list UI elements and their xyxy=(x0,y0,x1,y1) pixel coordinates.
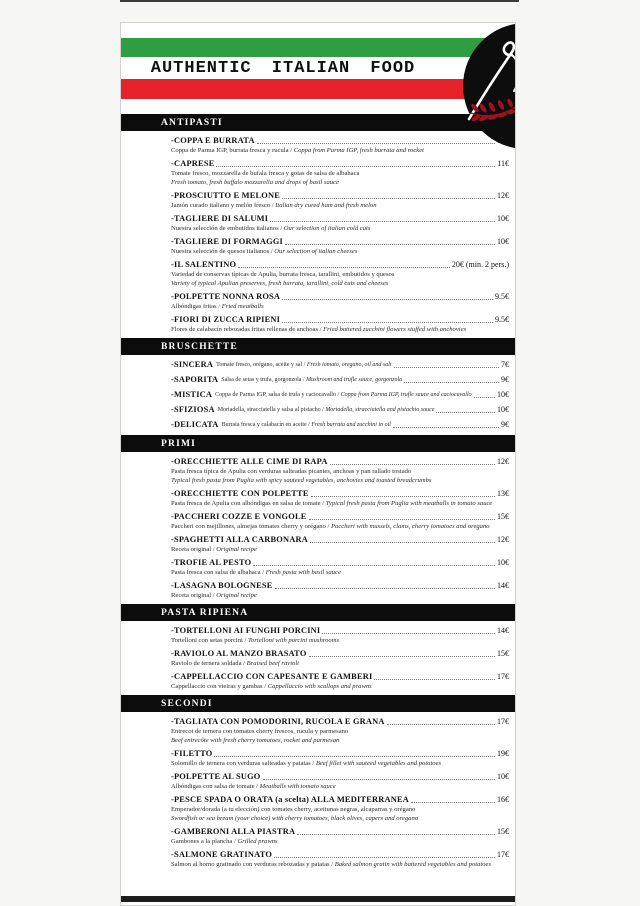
item-title-row xyxy=(171,512,509,522)
item-title-row xyxy=(171,749,509,759)
item-price: 10€ xyxy=(497,390,509,399)
item-title-row xyxy=(171,850,509,860)
item-price: 12€ xyxy=(497,457,509,466)
dotted-leader xyxy=(374,679,495,680)
item-description-en: Beef fillet with sauteed vegetables and potatoes xyxy=(315,760,442,767)
item-name: -TAGLIATA CON POMODORINI, RUCOLA E GRANA xyxy=(171,717,385,726)
item-price: 10€ xyxy=(497,237,509,246)
item-description xyxy=(218,405,435,415)
item-description-es: Jamón curado italiano y melón fresco / xyxy=(171,202,276,209)
item-price: 9.5€ xyxy=(495,292,509,301)
item-name: -POLPETTE NONNA ROSA xyxy=(171,292,281,301)
item-description-en: Paccheri with mussels, clams, cherry tomatoes and oregano xyxy=(331,523,490,530)
menu-item xyxy=(171,772,509,791)
menu-item xyxy=(171,558,509,577)
item-description-en: Original recipe xyxy=(216,592,257,599)
item-name: -SFIZIOSA xyxy=(171,405,215,414)
item-price: 14€ xyxy=(497,581,509,590)
item-description-en: Mushroom and trufle sauce, gorgonzola xyxy=(306,377,403,383)
item-description-en: Cappellaccio with scallops and prawns xyxy=(267,683,372,690)
dotted-leader xyxy=(330,464,495,465)
item-description xyxy=(171,782,509,791)
dotted-leader xyxy=(311,496,495,497)
dotted-leader xyxy=(282,198,495,199)
menu-item xyxy=(171,795,509,823)
item-description xyxy=(171,146,509,155)
menu-item xyxy=(171,214,509,233)
flag-stripe-red xyxy=(121,79,515,99)
item-price: 20€ (min. 2 pers.) xyxy=(451,260,509,269)
menu-item xyxy=(171,360,509,370)
item-description xyxy=(171,759,509,768)
section-items xyxy=(121,457,515,600)
item-description-en: Fresh tomato, oregano, oil and salt xyxy=(306,362,392,368)
menu-section xyxy=(121,114,515,334)
header-bottom-gap xyxy=(121,99,515,114)
item-description-es: Pasta fresca típica de Apulia con verduras salteadas picantes, anchoas y pan rallado tostado xyxy=(171,468,412,475)
menu-item xyxy=(171,159,509,187)
item-description-es: Coppa de Parma IGP, salsa de trufa y caciocavallo / xyxy=(215,392,341,398)
item-description xyxy=(171,682,509,691)
item-name: -ORECCHIETTE ALLE CIME DI RAPA xyxy=(171,457,328,466)
item-description-en: Meatballs with tomato sauce xyxy=(259,783,336,790)
item-description-en: Variety of typical Apulian preserves, fresh burrata, tarallini, cold cuts and cheeses xyxy=(171,280,389,287)
item-description-en: Fried battered zucchini flowers stuffed with anchovies xyxy=(323,326,467,333)
item-name: -COPPA E BURRATA xyxy=(171,136,255,145)
item-price: 9€ xyxy=(501,420,509,429)
item-description-en: Our selection of italian cheeses xyxy=(274,248,358,255)
item-description-en: Swordfish or sea bream (your choice) with cherry tomatoes, black olives, capers and oregano xyxy=(171,815,419,822)
item-name: -IL SALENTINO xyxy=(171,260,237,269)
item-price: 17€ xyxy=(497,717,509,726)
item-description-es: Entrecot de ternera con tomates cherry frescos, rucula y parmesano xyxy=(171,728,349,735)
section-bar xyxy=(121,338,515,355)
item-price: 9€ xyxy=(501,375,509,384)
dotted-leader xyxy=(411,802,495,803)
dotted-leader xyxy=(282,322,493,323)
item-description-es: Coppa de Parma IGP, burrata fresca y rucula / xyxy=(171,147,294,154)
item-name: -CAPRESE xyxy=(171,159,215,168)
dotted-leader xyxy=(253,565,495,566)
item-description-en: Our selection of italian cold cuts xyxy=(283,225,371,232)
item-title-row xyxy=(171,237,509,247)
item-description-es: Salmon al horno gratinado con verduras rebozadas y patatas / xyxy=(171,861,335,868)
item-name: -PROSCIUTTO E MELONE xyxy=(171,191,281,200)
item-name: -ORECCHIETTE CON POLPETTE xyxy=(171,489,309,498)
item-description-en: Grilled prawns xyxy=(237,838,278,845)
item-description xyxy=(216,360,391,370)
item-price: 10€ xyxy=(497,214,509,223)
dotted-leader xyxy=(285,244,495,245)
item-title-row xyxy=(171,795,509,805)
item-description-es: Nuestra selección de quesos italianos / xyxy=(171,248,275,255)
dotted-leader xyxy=(404,382,499,383)
item-description-es: Pasta fresca de Apulia con albóndigas en salsa de tomate / xyxy=(171,500,326,507)
item-name: -PACCHERI COZZE E VONGOLE xyxy=(171,512,307,521)
item-name: -FIORI DI ZUCCA RIPIENI xyxy=(171,315,281,324)
item-description xyxy=(171,860,509,869)
item-description-en: Fresh pasta with basil sauce xyxy=(265,569,341,576)
item-price: 10€ xyxy=(497,405,509,414)
item-name: -DELICATA xyxy=(171,420,219,429)
item-price: 9.5€ xyxy=(495,315,509,324)
item-description-en: Mortadella, stracciatella and pistachio sauce xyxy=(325,407,435,413)
item-description xyxy=(171,736,509,745)
dotted-leader xyxy=(216,166,495,167)
item-description-en: Coppa from Parma IGP, fresh burrata and rocket xyxy=(293,147,424,154)
dotted-leader xyxy=(309,656,495,657)
item-name: -LASAGNA BOLOGNESE xyxy=(171,581,273,590)
flag-stripe-green xyxy=(121,38,515,57)
item-description xyxy=(171,302,509,311)
item-description-es: Pasta fresca con salsa de albahaca / xyxy=(171,569,266,576)
item-title-row xyxy=(171,315,509,325)
laurel-icon xyxy=(469,93,516,121)
dotted-leader xyxy=(238,267,450,268)
item-price: 15€ xyxy=(497,827,509,836)
item-title-row xyxy=(171,159,509,169)
menu-item xyxy=(171,489,509,508)
item-description xyxy=(171,467,509,476)
item-description-en: Typical fresh pasta from Puglia with meatballs in tomato sauce xyxy=(325,500,493,507)
menu-item xyxy=(171,237,509,256)
menu-item xyxy=(171,405,509,415)
dotted-leader xyxy=(322,633,495,634)
item-price: 16€ xyxy=(497,795,509,804)
menu-section xyxy=(121,338,515,430)
menu-item xyxy=(171,626,509,645)
dotted-leader xyxy=(214,756,495,757)
item-description xyxy=(221,375,402,385)
item-description-es: Emperador/dorada (a tu elección) con tomates cherry, aceitunas negras, alcaparras y orégano xyxy=(171,806,416,813)
section-bar xyxy=(121,114,515,131)
menu-item xyxy=(171,191,509,210)
item-description-es: Albóndigas con salsa de tomate / xyxy=(171,783,260,790)
item-title-row xyxy=(171,214,509,224)
item-title-row xyxy=(171,672,509,682)
item-description-en: Beef entrecôte with fresh cherry tomatoes, rocket and parmesan xyxy=(171,737,340,744)
item-price: 15€ xyxy=(497,649,509,658)
item-description-en: Fresh tomato, fresh buffalo mozzarella and drops of basil sauce xyxy=(171,179,339,186)
item-description-es: Tortelloni con setas porcini / xyxy=(171,637,248,644)
dotted-leader xyxy=(309,519,495,520)
item-title-row xyxy=(171,535,509,545)
dotted-leader xyxy=(297,834,495,835)
menu-section xyxy=(121,604,515,691)
item-description-en: Fried meatballs xyxy=(221,303,264,310)
item-price: 12€ xyxy=(497,191,509,200)
menu-section xyxy=(121,435,515,600)
menu-item xyxy=(171,749,509,768)
item-name: -SALMONE GRATINATO xyxy=(171,850,273,859)
menu-item xyxy=(171,672,509,691)
section-items xyxy=(121,360,515,430)
menu-item xyxy=(171,850,509,869)
section-title: BRUSCHETTE xyxy=(161,341,238,352)
section-items xyxy=(121,136,515,334)
dotted-leader xyxy=(257,143,495,144)
item-price: 14€ xyxy=(497,626,509,635)
dotted-leader xyxy=(394,367,499,368)
menu-item xyxy=(171,260,509,288)
item-description-es: Salsa de setas y trufa, gorgonzola / xyxy=(221,377,307,383)
item-description xyxy=(171,727,509,736)
item-description xyxy=(171,814,509,823)
item-description-es: Receta original / xyxy=(171,592,217,599)
item-name: -FILETTO xyxy=(171,749,213,758)
menu-item xyxy=(171,420,509,430)
menu-item xyxy=(171,827,509,846)
item-price: 7€ xyxy=(501,360,509,369)
item-name: -MISTICA xyxy=(171,390,213,399)
item-name: -TORTELLONI AI FUNGHI PORCINI xyxy=(171,626,321,635)
item-price: 12€ xyxy=(497,535,509,544)
item-price: 17€ xyxy=(497,672,509,681)
dotted-leader xyxy=(270,221,495,222)
menu-item xyxy=(171,292,509,311)
item-title-row xyxy=(171,581,509,591)
item-title-row xyxy=(171,626,509,636)
item-description xyxy=(171,279,509,288)
menu-item xyxy=(171,535,509,554)
item-description-es: Nuestra selección de embutidos italianos / xyxy=(171,225,284,232)
dotted-leader xyxy=(393,427,499,428)
section-title: SECONDI xyxy=(161,698,213,709)
item-description-en: Baked salmon gratin with battered vegetables and potatoes xyxy=(334,861,492,868)
bottom-bar xyxy=(121,896,515,902)
item-description-es: Flores de calabacín rebozadas fritas rellenas de anchoas / xyxy=(171,326,324,333)
menu-item xyxy=(171,375,509,385)
item-description xyxy=(171,169,509,178)
item-description-es: Mortadella, stracciatella y salsa al pistacho / xyxy=(217,407,326,413)
item-description-es: Burrata fresca y calabacín en aceite / xyxy=(221,422,312,428)
menu-sections xyxy=(121,114,515,869)
item-description-es: Tomate fresco, mozzarella de bufala fresca y gotas de salsa de albahaca xyxy=(171,170,360,177)
section-bar xyxy=(121,435,515,452)
section-title: PASTA RIPIENA xyxy=(161,607,249,618)
item-description xyxy=(171,247,509,256)
dotted-leader xyxy=(310,542,495,543)
dotted-leader xyxy=(282,299,493,300)
section-title: PRIMI xyxy=(161,438,197,449)
item-name: -GAMBERONI ALLA PIASTRA xyxy=(171,827,296,836)
item-title-row xyxy=(171,457,509,467)
item-title-row xyxy=(171,717,509,727)
dotted-leader xyxy=(274,857,495,858)
item-description-en: Original recipe xyxy=(216,546,257,553)
section-title: ANTIPASTI xyxy=(161,117,223,128)
item-description xyxy=(222,420,391,430)
item-name: -POLPETTE AL SUGO xyxy=(171,772,261,781)
menu-item xyxy=(171,315,509,334)
item-name: -TAGLIERE DI SALUMI xyxy=(171,214,269,223)
item-name: -SINCERA xyxy=(171,360,214,369)
menu-item xyxy=(171,136,509,155)
section-bar xyxy=(121,695,515,712)
item-description xyxy=(171,545,509,554)
item-price: 10€ xyxy=(497,558,509,567)
dotted-leader xyxy=(474,397,495,398)
item-description-en: Braised beef ravioli xyxy=(246,660,299,667)
item-description-en: Tortelloni with porcini mushrooms xyxy=(248,637,340,644)
item-description-en: Typical fresh pasta from Puglia with spicy sauteed vegetables, anchovies and toasted breadcrumbs xyxy=(171,477,432,484)
dotted-leader xyxy=(387,724,495,725)
dotted-leader xyxy=(275,588,495,589)
item-description-en: Fresh burrata and zucchini in oil xyxy=(311,422,391,428)
item-description xyxy=(171,178,509,187)
item-title-row xyxy=(171,292,509,302)
item-price: 17€ xyxy=(497,850,509,859)
menu-page xyxy=(120,22,516,906)
menu-section xyxy=(121,695,515,869)
item-description xyxy=(171,201,509,210)
item-title-row xyxy=(171,136,509,146)
item-title-row xyxy=(171,191,509,201)
item-name: -TROFIE AL PESTO xyxy=(171,558,252,567)
item-title-row xyxy=(171,489,509,499)
item-description-es: Variedad de conservas típicas de Apulia, burrata fresca, tarallini, embutidos y quesos xyxy=(171,271,395,278)
item-description-es: Albóndigas fritas / xyxy=(171,303,222,310)
section-bar xyxy=(121,604,515,621)
item-description xyxy=(171,476,509,485)
item-description-es: Paccheri con mejillones, almejas tomates cherry y orégano / xyxy=(171,523,332,530)
item-title-row xyxy=(171,260,509,270)
item-description xyxy=(171,591,509,600)
item-title-row xyxy=(171,649,509,659)
item-description-en: Italian dry cured ham and fresh melon xyxy=(275,202,377,209)
item-description-es: Gambones a la plancha / xyxy=(171,838,238,845)
item-description xyxy=(171,568,509,577)
section-items xyxy=(121,717,515,869)
dotted-leader xyxy=(263,779,496,780)
menu-item xyxy=(171,390,509,400)
item-description-es: Raviolo de ternera soldada / xyxy=(171,660,247,667)
item-name: -SPAGHETTI ALLA CARBONARA xyxy=(171,535,309,544)
item-description-es: Receta original / xyxy=(171,546,217,553)
item-name: -SAPORITA xyxy=(171,375,219,384)
item-title-row xyxy=(171,827,509,837)
section-items xyxy=(121,626,515,691)
item-name: -TAGLIERE DI FORMAGGI xyxy=(171,237,283,246)
item-description xyxy=(171,636,509,645)
item-description-es: Tomate fresco, orégano, aceite y sal / xyxy=(216,362,307,368)
item-description xyxy=(171,325,509,334)
item-description xyxy=(171,270,509,279)
item-description xyxy=(171,659,509,668)
dotted-leader xyxy=(436,412,495,413)
item-title-row xyxy=(171,772,509,782)
header-top-margin xyxy=(121,23,515,38)
item-description xyxy=(171,224,509,233)
page-title: AUTHENTIC ITALIAN FOOD xyxy=(150,58,416,78)
menu-item xyxy=(171,457,509,485)
menu-item xyxy=(171,512,509,531)
menu-item xyxy=(171,717,509,745)
item-description-es: Solomillo de ternera con verduras salteadas y patatas / xyxy=(171,760,316,767)
item-description xyxy=(171,837,509,846)
item-description xyxy=(171,499,509,508)
item-title-row xyxy=(171,558,509,568)
item-description xyxy=(171,805,509,814)
top-edge-line xyxy=(120,0,519,2)
item-price: 10€ xyxy=(497,772,509,781)
item-price: 13€ xyxy=(497,489,509,498)
item-name: -CAPPELLACCIO CON CAPESANTE E GAMBERI xyxy=(171,672,373,681)
item-description xyxy=(171,522,509,531)
item-name: -RAVIOLO AL MANZO BRASATO xyxy=(171,649,307,658)
item-description-es: Cappellaccio con vieiras y gambas / xyxy=(171,683,268,690)
item-name: -PESCE SPADA O ORATA (a scelta) ALLA MEDITERRANEA xyxy=(171,795,410,804)
item-price: 11€ xyxy=(497,159,509,168)
item-description xyxy=(215,390,471,400)
menu-item xyxy=(171,649,509,668)
menu-item xyxy=(171,581,509,600)
item-description-en: Coppa from Parma IGP, trufle sauce and caciocavallo xyxy=(340,392,472,398)
item-price: 15€ xyxy=(497,512,509,521)
item-price: 19€ xyxy=(497,749,509,758)
